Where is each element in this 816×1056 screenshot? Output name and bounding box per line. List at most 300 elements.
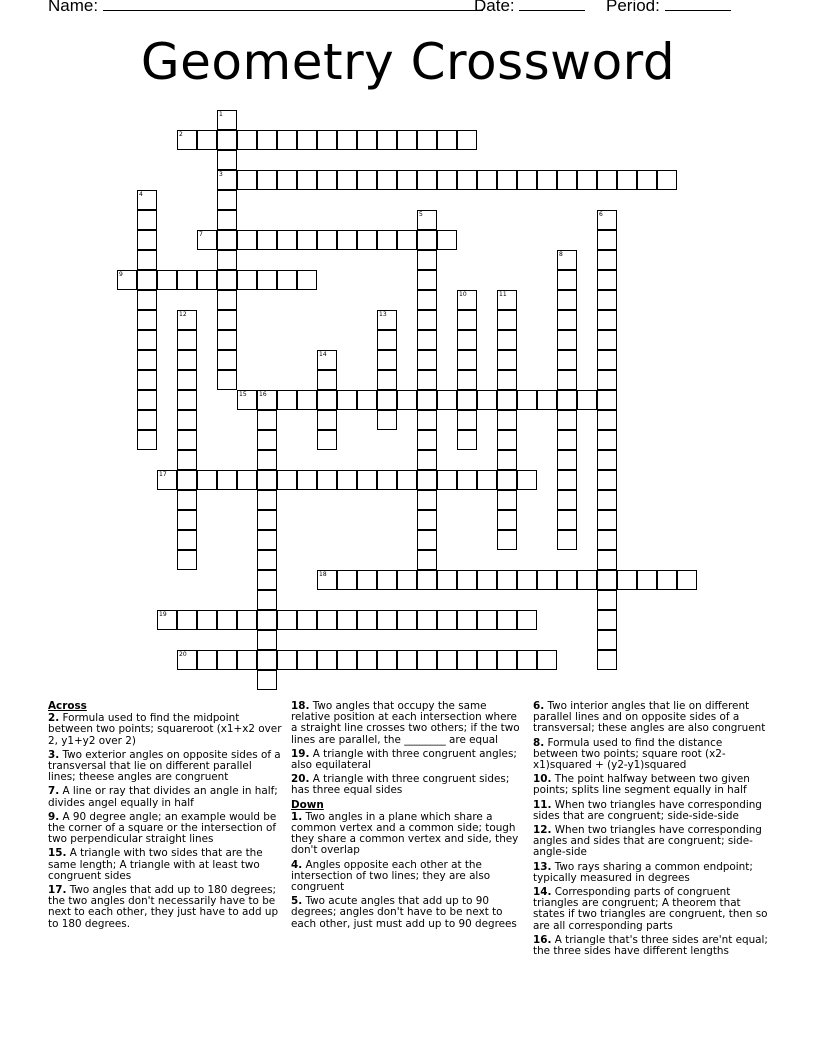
crossword-cell[interactable]: [137, 250, 157, 270]
crossword-cell[interactable]: [597, 430, 617, 450]
crossword-cell[interactable]: [497, 310, 517, 330]
page-title: Geometry Crossword: [140, 33, 676, 91]
crossword-cell[interactable]: [317, 650, 337, 670]
down-heading: Down: [291, 798, 324, 811]
crossword-cell[interactable]: [357, 390, 377, 410]
crossword-cell[interactable]: [357, 650, 377, 670]
crossword-cell[interactable]: [377, 470, 397, 490]
crossword-cell[interactable]: [217, 130, 237, 150]
crossword-cell[interactable]: [257, 470, 277, 490]
crossword-cell[interactable]: [497, 350, 517, 370]
crossword-cell[interactable]: [257, 610, 277, 630]
crossword-cell[interactable]: [317, 470, 337, 490]
crossword-cell[interactable]: [277, 610, 297, 630]
crossword-cell[interactable]: [497, 330, 517, 350]
clue-number-16: 16: [259, 391, 267, 398]
crossword-cell[interactable]: [137, 430, 157, 450]
crossword-cell[interactable]: [217, 610, 237, 630]
clue-across-17: 17. Two angles that add up to 180 degrees; the two angles don't necessarily have to be next to each other, they just have to add up to 180 degrees.: [48, 884, 279, 930]
clue-across-18: 18. Two angles that occupy the same relative position at each intersection where a straight line crosses two others; if the two lines are parallel, the ________ are equal: [291, 700, 520, 746]
clue-number-9: 9: [119, 271, 123, 278]
crossword-cell[interactable]: [337, 170, 357, 190]
clue-down-14: 14. Corresponding parts of congruent triangles are congruent; A theorem that states if two triangles are congruent, then so are all corresponding parts: [533, 886, 768, 932]
crossword-cell[interactable]: [597, 390, 617, 410]
period-label: Period:: [606, 0, 660, 15]
crossword-cell[interactable]: [237, 650, 257, 670]
crossword-cell[interactable]: [497, 490, 517, 510]
crossword-cell[interactable]: [377, 410, 397, 430]
crossword-cell[interactable]: [297, 470, 317, 490]
crossword-cell[interactable]: [237, 270, 257, 290]
crossword-cell[interactable]: [417, 330, 437, 350]
crossword-cell[interactable]: [437, 610, 457, 630]
crossword-cell[interactable]: [457, 390, 477, 410]
crossword-cell[interactable]: [417, 610, 437, 630]
crossword-cell[interactable]: [457, 470, 477, 490]
crossword-cell[interactable]: [137, 310, 157, 330]
crossword-cell[interactable]: [457, 130, 477, 150]
crossword-cell[interactable]: [497, 470, 517, 490]
crossword-cell[interactable]: [337, 230, 357, 250]
crossword-cell[interactable]: [597, 330, 617, 350]
crossword-cell[interactable]: [597, 590, 617, 610]
clue-number-13: 13: [379, 311, 387, 318]
crossword-cell[interactable]: [597, 230, 617, 250]
clue-number-8: 8: [559, 251, 563, 258]
crossword-cell[interactable]: [577, 390, 597, 410]
crossword-cell[interactable]: [137, 290, 157, 310]
crossword-cell[interactable]: [317, 130, 337, 150]
crossword-cell[interactable]: [357, 230, 377, 250]
crossword-cell[interactable]: [417, 310, 437, 330]
crossword-cell[interactable]: [477, 650, 497, 670]
crossword-cell[interactable]: [257, 570, 277, 590]
crossword-cell[interactable]: [537, 170, 557, 190]
clue-number-20: 20: [179, 651, 187, 658]
crossword-cell[interactable]: [317, 610, 337, 630]
crossword-cell[interactable]: [197, 130, 217, 150]
clue-across-19: 19. A triangle with three congruent angles; also equilateral: [291, 747, 517, 772]
crossword-cell[interactable]: [257, 550, 277, 570]
crossword-cell[interactable]: [397, 650, 417, 670]
crossword-cell[interactable]: [217, 230, 237, 250]
crossword-cell[interactable]: [357, 570, 377, 590]
crossword-cell[interactable]: [337, 470, 357, 490]
crossword-cell[interactable]: [597, 610, 617, 630]
crossword-cell[interactable]: [137, 370, 157, 390]
crossword-cell[interactable]: [497, 650, 517, 670]
crossword-cell[interactable]: [377, 330, 397, 350]
crossword-cell[interactable]: [597, 250, 617, 270]
clue-number-15: 15: [239, 391, 247, 398]
clue-across-9: 9. A 90 degree angle; an example would be the corner of a square or the intersection of two perpendicular straight lines: [48, 810, 277, 846]
crossword-cell[interactable]: [377, 570, 397, 590]
crossword-cell[interactable]: [497, 370, 517, 390]
crossword-cell[interactable]: [617, 570, 637, 590]
clue-number-3: 3: [219, 171, 223, 178]
crossword-cell[interactable]: [217, 350, 237, 370]
crossword-cell[interactable]: [417, 390, 437, 410]
crossword-cell[interactable]: [197, 650, 217, 670]
crossword-cell[interactable]: [377, 650, 397, 670]
crossword-cell[interactable]: [517, 650, 537, 670]
crossword-cell[interactable]: [377, 370, 397, 390]
crossword-cell[interactable]: [417, 290, 437, 310]
clue-across-2: 2. Formula used to find the midpoint between two points; squareroot (x1+x2 over 2, y1+y2 over 2): [48, 712, 282, 747]
clue-number-18: 18: [319, 571, 327, 578]
crossword-cell[interactable]: [657, 170, 677, 190]
crossword-cell[interactable]: [137, 390, 157, 410]
crossword-cell[interactable]: [437, 230, 457, 250]
crossword-cell[interactable]: [637, 570, 657, 590]
crossword-cell[interactable]: [497, 430, 517, 450]
crossword-cell[interactable]: [557, 450, 577, 470]
clue-number-6: 6: [599, 211, 603, 218]
crossword-cell[interactable]: [217, 330, 237, 350]
crossword-cell[interactable]: [317, 230, 337, 250]
crossword-cell[interactable]: [477, 610, 497, 630]
crossword-cell[interactable]: [417, 130, 437, 150]
crossword-cell[interactable]: [577, 570, 597, 590]
crossword-cell[interactable]: [217, 210, 237, 230]
clue-number-10: 10: [459, 291, 467, 298]
crossword-cell[interactable]: [257, 650, 277, 670]
crossword-cell[interactable]: [597, 550, 617, 570]
crossword-cell[interactable]: [157, 270, 177, 290]
crossword-cell[interactable]: [397, 470, 417, 490]
crossword-cell[interactable]: [297, 130, 317, 150]
crossword-cell[interactable]: [497, 450, 517, 470]
crossword-cell[interactable]: [557, 330, 577, 350]
crossword-cell[interactable]: [357, 170, 377, 190]
crossword-cell[interactable]: [257, 270, 277, 290]
crossword-cell[interactable]: [177, 510, 197, 530]
clue-down-1: 1. Two angles in a plane which share a common vertex and a common side; tough they share a common vertex and side, they don't overlap: [291, 810, 519, 857]
crossword-cell[interactable]: [277, 650, 297, 670]
crossword-cell[interactable]: [357, 610, 377, 630]
crossword-cell[interactable]: [277, 170, 297, 190]
crossword-cell[interactable]: [257, 590, 277, 610]
crossword-cell[interactable]: [417, 270, 437, 290]
crossword-cell[interactable]: [497, 410, 517, 430]
crossword-cell[interactable]: [417, 250, 437, 270]
crossword-cell[interactable]: [137, 410, 157, 430]
crossword-cell[interactable]: [537, 390, 557, 410]
crossword-cell[interactable]: [257, 430, 277, 450]
crossword-cell[interactable]: [177, 390, 197, 410]
crossword-cell[interactable]: [457, 350, 477, 370]
clue-number-2: 2: [179, 131, 183, 138]
crossword-cell[interactable]: [537, 650, 557, 670]
crossword-cell[interactable]: [597, 290, 617, 310]
crossword-cell[interactable]: [557, 530, 577, 550]
crossword-cell[interactable]: [397, 390, 417, 410]
crossword-cell[interactable]: [337, 390, 357, 410]
crossword-cell[interactable]: [457, 170, 477, 190]
crossword-cell[interactable]: [257, 130, 277, 150]
crossword-cell[interactable]: [417, 490, 437, 510]
crossword-cell[interactable]: [497, 530, 517, 550]
crossword-cell[interactable]: [417, 570, 437, 590]
crossword-cell[interactable]: [397, 570, 417, 590]
crossword-cell[interactable]: [317, 430, 337, 450]
crossword-cell[interactable]: [237, 610, 257, 630]
crossword-cell[interactable]: [297, 390, 317, 410]
crossword-cell[interactable]: [577, 170, 597, 190]
crossword-cell[interactable]: [557, 430, 577, 450]
crossword-cell[interactable]: [597, 530, 617, 550]
crossword-cell[interactable]: [177, 330, 197, 350]
crossword-cell[interactable]: [477, 570, 497, 590]
crossword-cell[interactable]: [597, 490, 617, 510]
crossword-cell[interactable]: [257, 530, 277, 550]
crossword-cell[interactable]: [557, 510, 577, 530]
crossword-cell[interactable]: [457, 650, 477, 670]
crossword-cell[interactable]: [597, 570, 617, 590]
crossword-cell[interactable]: [397, 230, 417, 250]
crossword-cell[interactable]: [437, 170, 457, 190]
clue-down-12: 12. When two triangles have corresponding angles and sides that are congruent; side-angle-side: [533, 824, 762, 859]
crossword-cell[interactable]: [337, 610, 357, 630]
clues-column-3: [533, 701, 769, 960]
crossword-cell[interactable]: [317, 390, 337, 410]
crossword-cell[interactable]: [457, 310, 477, 330]
clue-down-16: 16. A triangle that's three sides are'nt equal; the three sides have different lengths: [533, 933, 768, 958]
crossword-cell[interactable]: [497, 510, 517, 530]
clue-number-7: 7: [199, 231, 203, 238]
crossword-cell[interactable]: [397, 130, 417, 150]
crossword-cell[interactable]: [257, 410, 277, 430]
crossword-cell[interactable]: [557, 310, 577, 330]
crossword-cell[interactable]: [177, 530, 197, 550]
crossword-cell[interactable]: [597, 410, 617, 430]
crossword-cell[interactable]: [597, 450, 617, 470]
crossword-cell[interactable]: [417, 350, 437, 370]
crossword-cell[interactable]: [257, 450, 277, 470]
crossword-cell[interactable]: [557, 390, 577, 410]
crossword-cell[interactable]: [277, 470, 297, 490]
crossword-cell[interactable]: [257, 510, 277, 530]
crossword-cell[interactable]: [177, 610, 197, 630]
crossword-cell[interactable]: [497, 170, 517, 190]
crossword-cell[interactable]: [477, 390, 497, 410]
clue-across-3: 3. Two exterior angles on opposite sides of a transversal that lie on different parallel lines; theese angles are congruent: [48, 748, 281, 784]
crossword-cell[interactable]: [377, 170, 397, 190]
crossword-cell[interactable]: [337, 650, 357, 670]
crossword-cell[interactable]: [497, 570, 517, 590]
crossword-cell[interactable]: [377, 130, 397, 150]
clues-column-2: [291, 701, 523, 933]
crossword-cell[interactable]: [317, 170, 337, 190]
crossword-cell[interactable]: [137, 270, 157, 290]
crossword-cell[interactable]: [417, 450, 437, 470]
crossword-cell[interactable]: [417, 510, 437, 530]
crossword-cell[interactable]: [557, 290, 577, 310]
crossword-cell[interactable]: [457, 610, 477, 630]
crossword-cell[interactable]: [677, 570, 697, 590]
crossword-cell[interactable]: [217, 290, 237, 310]
crossword-cell[interactable]: [617, 170, 637, 190]
crossword-cell[interactable]: [557, 410, 577, 430]
clue-number-19: 19: [159, 611, 167, 618]
crossword-cell[interactable]: [417, 470, 437, 490]
crossword-cell[interactable]: [217, 470, 237, 490]
crossword-cell[interactable]: [337, 570, 357, 590]
crossword-cell[interactable]: [597, 470, 617, 490]
crossword-cell[interactable]: [257, 490, 277, 510]
crossword-cell[interactable]: [637, 170, 657, 190]
clue-number-14: 14: [319, 351, 327, 358]
crossword-cell[interactable]: [497, 610, 517, 630]
crossword-cell[interactable]: [597, 510, 617, 530]
crossword-cell[interactable]: [557, 470, 577, 490]
crossword-cell[interactable]: [197, 470, 217, 490]
crossword-cell[interactable]: [437, 570, 457, 590]
crossword-cell[interactable]: [457, 430, 477, 450]
crossword-cell[interactable]: [557, 270, 577, 290]
crossword-cell[interactable]: [277, 270, 297, 290]
crossword-cell[interactable]: [557, 570, 577, 590]
crossword-cell[interactable]: [597, 630, 617, 650]
crossword-cell[interactable]: [217, 190, 237, 210]
crossword-cell[interactable]: [297, 230, 317, 250]
crossword-cell[interactable]: [377, 390, 397, 410]
crossword-cell[interactable]: [237, 230, 257, 250]
crossword-cell[interactable]: [237, 470, 257, 490]
crossword-cell[interactable]: [597, 370, 617, 390]
crossword-cell[interactable]: [597, 270, 617, 290]
crossword-cell[interactable]: [417, 170, 437, 190]
clue-down-5: 5. Two acute angles that add up to 90 degrees; angles don't have to be next to each other, just must add up to 90 degrees: [291, 895, 517, 930]
crossword-cell[interactable]: [417, 430, 437, 450]
crossword-cell[interactable]: [257, 630, 277, 650]
crossword-cell[interactable]: [137, 330, 157, 350]
crossword-cell[interactable]: [477, 470, 497, 490]
crossword-cell[interactable]: [197, 610, 217, 630]
name-label: Name:: [48, 0, 99, 15]
clue-number-1: 1: [219, 111, 223, 118]
crossword-cell[interactable]: [537, 570, 557, 590]
crossword-cell[interactable]: [257, 670, 277, 690]
across-heading: Across: [48, 700, 87, 712]
crossword-cell[interactable]: [457, 410, 477, 430]
crossword-cell[interactable]: [417, 650, 437, 670]
crossword-cell[interactable]: [597, 310, 617, 330]
crossword-cell[interactable]: [317, 370, 337, 390]
crossword-cell[interactable]: [237, 130, 257, 150]
crossword-cell[interactable]: [397, 170, 417, 190]
crossword-cell[interactable]: [217, 270, 237, 290]
crossword-cell[interactable]: [417, 550, 437, 570]
crossword-cell[interactable]: [277, 390, 297, 410]
clue-down-13: 13. Two rays sharing a common endpoint; typically measured in degrees: [533, 860, 753, 884]
clue-number-4: 4: [139, 191, 143, 198]
crossword-cell[interactable]: [297, 610, 317, 630]
crossword-cell[interactable]: [457, 330, 477, 350]
clue-down-4: 4. Angles opposite each other at the intersection of two lines; they are also congruent: [291, 858, 491, 894]
crossword-cell[interactable]: [417, 410, 437, 430]
crossword-cell[interactable]: [137, 230, 157, 250]
crossword-cell[interactable]: [177, 470, 197, 490]
clue-down-6: 6. Two interior angles that lie on different parallel lines and on opposite sides of a transversal; these angles are also congruent: [533, 700, 766, 735]
crossword-cell[interactable]: [517, 610, 537, 630]
crossword-cell[interactable]: [437, 470, 457, 490]
date-label: Date:: [474, 0, 515, 15]
crossword-cell[interactable]: [317, 410, 337, 430]
crossword-cell[interactable]: [177, 490, 197, 510]
crossword-cell[interactable]: [357, 130, 377, 150]
crossword-cell[interactable]: [397, 610, 417, 630]
crossword-cell[interactable]: [297, 270, 317, 290]
crossword-cell[interactable]: [657, 570, 677, 590]
crossword-cell[interactable]: [177, 450, 197, 470]
crossword-cell[interactable]: [377, 230, 397, 250]
crossword-cell[interactable]: [277, 230, 297, 250]
crossword-cell[interactable]: [257, 230, 277, 250]
crossword-cell[interactable]: [477, 170, 497, 190]
clue-number-17: 17: [159, 471, 167, 478]
crossword-cell[interactable]: [177, 370, 197, 390]
crossword-cell[interactable]: [497, 390, 517, 410]
crossword-cell[interactable]: [217, 250, 237, 270]
crossword-cell[interactable]: [437, 130, 457, 150]
crossword-cell[interactable]: [177, 410, 197, 430]
crossword-cell[interactable]: [177, 270, 197, 290]
crossword-cell[interactable]: [557, 170, 577, 190]
crossword-cell[interactable]: [517, 390, 537, 410]
crossword-cell[interactable]: [217, 310, 237, 330]
crossword-cell[interactable]: [557, 350, 577, 370]
crossword-cell[interactable]: [337, 130, 357, 150]
crossword-cell[interactable]: [137, 350, 157, 370]
crossword-cell[interactable]: [217, 370, 237, 390]
clue-number-11: 11: [499, 291, 507, 298]
crossword-cell[interactable]: [357, 470, 377, 490]
crossword-cell[interactable]: [257, 170, 277, 190]
crossword-cell[interactable]: [297, 170, 317, 190]
crossword-cell[interactable]: [377, 610, 397, 630]
crossword-cell[interactable]: [277, 130, 297, 150]
crossword-cell[interactable]: [177, 550, 197, 570]
crossword-cell[interactable]: [417, 370, 437, 390]
clue-number-12: 12: [179, 311, 187, 318]
crossword-cell[interactable]: [217, 650, 237, 670]
crossword-cell[interactable]: [177, 350, 197, 370]
crossword-cell[interactable]: [377, 350, 397, 370]
crossword-cell[interactable]: [437, 650, 457, 670]
crossword-cell[interactable]: [217, 150, 237, 170]
crossword-cell[interactable]: [457, 570, 477, 590]
crossword-cell[interactable]: [517, 170, 537, 190]
crossword-cell[interactable]: [237, 170, 257, 190]
crossword-cell[interactable]: [437, 390, 457, 410]
clue-across-15: 15. A triangle with two sides that are the same length; A triangle with at least two congruent sides: [48, 847, 263, 882]
crossword-cell[interactable]: [557, 490, 577, 510]
crossword-cell[interactable]: [597, 350, 617, 370]
crossword-cell[interactable]: [517, 570, 537, 590]
crossword-cell[interactable]: [597, 170, 617, 190]
crossword-cell[interactable]: [177, 430, 197, 450]
crossword-cell[interactable]: [557, 370, 577, 390]
crossword-cell[interactable]: [517, 470, 537, 490]
crossword-cell[interactable]: [417, 530, 437, 550]
crossword-cell[interactable]: [417, 230, 437, 250]
crossword-cell[interactable]: [297, 650, 317, 670]
crossword-cell[interactable]: [597, 650, 617, 670]
crossword-cell[interactable]: [457, 370, 477, 390]
crossword-cell[interactable]: [197, 270, 217, 290]
crossword-cell[interactable]: [137, 210, 157, 230]
